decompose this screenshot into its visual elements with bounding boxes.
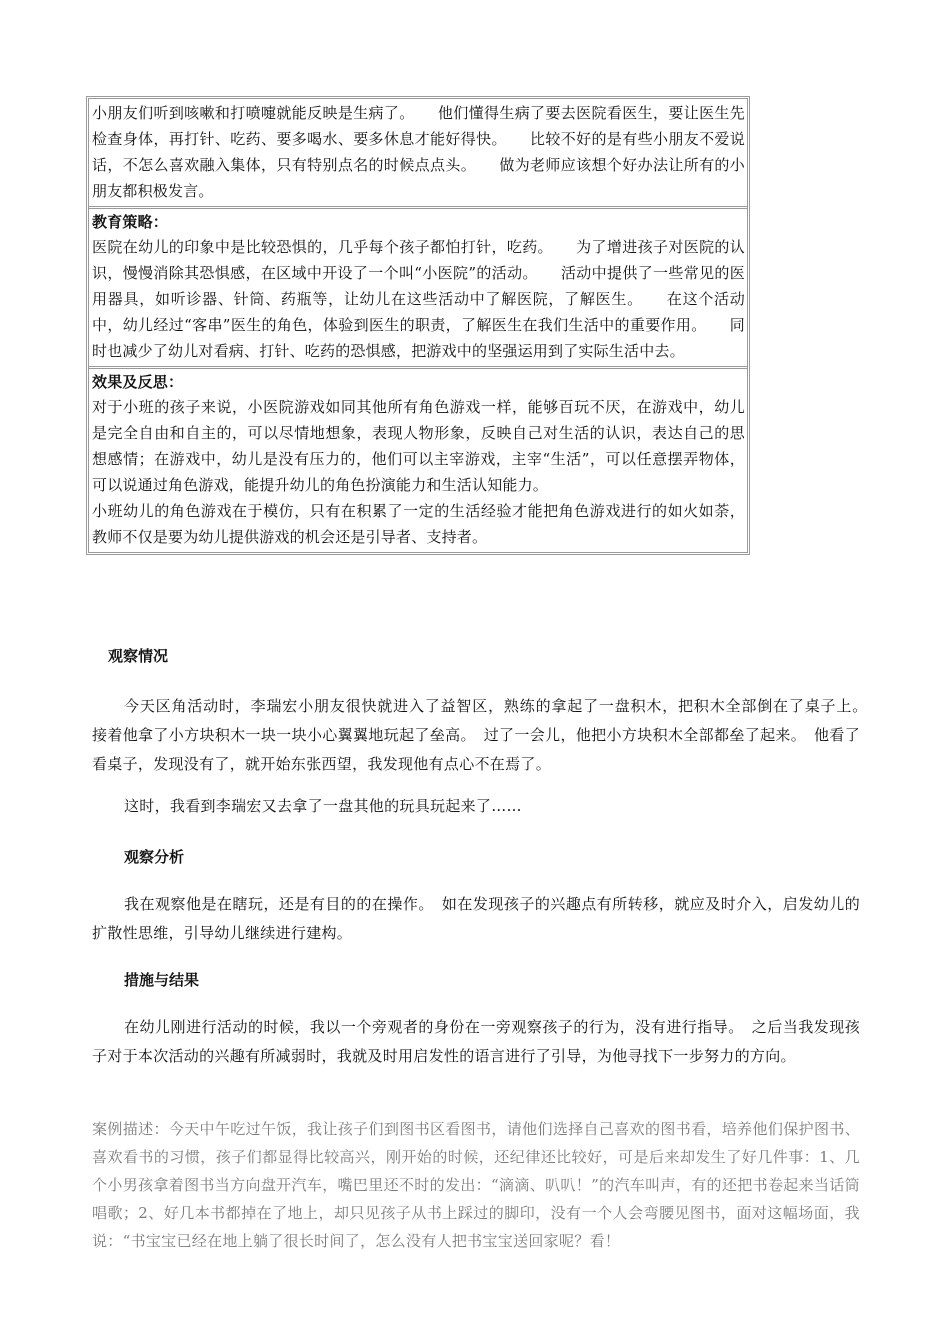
paragraph: 我在观察他是在瞎玩，还是有目的的在操作。 如在发现孩子的兴趣点有所转移，就应及时介入，启发幼儿的扩散性思维，引导幼儿继续进行建构。 [92, 895, 860, 942]
measures-title-block [124, 969, 892, 990]
measures-body [92, 1013, 860, 1071]
observation-body-2 [92, 792, 860, 821]
analysis-body [92, 890, 860, 948]
observation-title-block [108, 645, 876, 666]
paragraph: 案例描述：今天中午吃过午饭，我让孩子们到图书区看图书，请他们选择自己喜欢的图书看，培养他们保护图书、喜欢看书的习惯，孩子们都显得比较高兴，刚开始的时候，还纪律还比较好，可是后来却发生了好几件事：1、几个小男孩拿着图书当方向盘开汽车，嘴巴里还不时的发出：“滴滴、叭叭！”的汽车叫声，有的还把书卷起来当话筒唱歌；2、好几本书都掉在了地上，却只见孩子从书上踩过的脚印，没有一个人会弯腰见图书，面对这幅场面，我说：“书宝宝已经在地上躺了很长时间了，怎么没有人把书宝宝送回家呢？看！ [92, 1120, 860, 1250]
paragraph: 在幼儿刚进行活动的时候，我以一个旁观者的身份在一旁观察孩子的行为，没有进行指导。 之后当我发现孩子对于本次活动的兴趣有所减弱时，我就及时用启发性的语言进行了引导，为他寻找下一步努力的方向。 [92, 1018, 860, 1065]
section-title: 观察分析 [124, 848, 185, 866]
cell-text: 对于小班的孩子来说，小医院游戏如同其他所有角色游戏一样，能够百玩不厌，在游戏中，幼儿是完全自由和自主的，可以尽情地想象，表现人物形象，反映自己对生活的认识，表达自己的思想感情；在游戏中，幼儿是没有压力的，他们可以主宰游戏，主宰“生活”，可以任意摆弄物体，可以说通过角色游戏，能提升幼儿的角色扮演能力和生活认知能力。 [92, 398, 745, 494]
table-cell-reflection [89, 369, 747, 552]
cell-text: 医院在幼儿的印象中是比较恐惧的，几乎每个孩子都怕打针，吃药。 为了增进孩子对医院的认识，慢慢消除其恐惧感，在区域中开设了一个叫“小医院”的活动。 活动中提供了一些常见的医用器具，如听诊器、针筒、药瓶等，让幼儿在这些活动中了解医院，了解医生。 在这个活动中，幼儿经过“客串”医生的角色，体验到医生的职责，了解医生在我们生活中的重要作用。 同时也减少了幼儿对看病、打针、吃药的恐惧感，把游戏中的坚强运用到了实际生活中去。 [92, 238, 745, 360]
cell-text: 小朋友们听到咳嗽和打喷嚏就能反映是生病了。 他们懂得生病了要去医院看医生，要让医生先检查身体，再打针、吃药、要多喝水、要多休息才能好得快。 比较不好的是有些小朋友不爱说话，不怎么喜欢融入集体，只有特别点名的时候点点头。 做为老师应该想个好办法让所有的小朋友都积极发言。 [92, 104, 745, 200]
paragraph: 今天区角活动时，李瑞宏小朋友很快就进入了益智区，熟练的拿起了一盘积木，把积木全部倒在了桌子上。 接着他拿了小方块积木一块一块小心翼翼地玩起了垒高。 过了一会儿，他把小方块积木全部都垒了起来。 他看了看桌子，发现没有了，就开始东张西望，我发现他有点心不在焉了。 [92, 697, 876, 773]
paragraph: 这时，我看到李瑞宏又去拿了一盘其他的玩具玩起来了…… [124, 797, 522, 815]
cell-heading: 教育策略： [92, 213, 169, 231]
cell-text: 小班幼儿的角色游戏在于模仿，只有在积累了一定的生活经验才能把角色游戏进行的如火如荼，教师不仅是要为幼儿提供游戏的机会还是引导者、支持者。 [92, 502, 745, 546]
table-cell-observation [89, 99, 747, 209]
analysis-title-block [124, 846, 892, 867]
case-description [92, 1115, 860, 1255]
section-title: 观察情况 [108, 647, 169, 665]
observation-body [92, 692, 876, 779]
table-cell-strategy [89, 209, 747, 369]
section-title: 措施与结果 [124, 971, 200, 989]
case-table [86, 96, 750, 555]
cell-heading: 效果及反思： [92, 373, 184, 391]
